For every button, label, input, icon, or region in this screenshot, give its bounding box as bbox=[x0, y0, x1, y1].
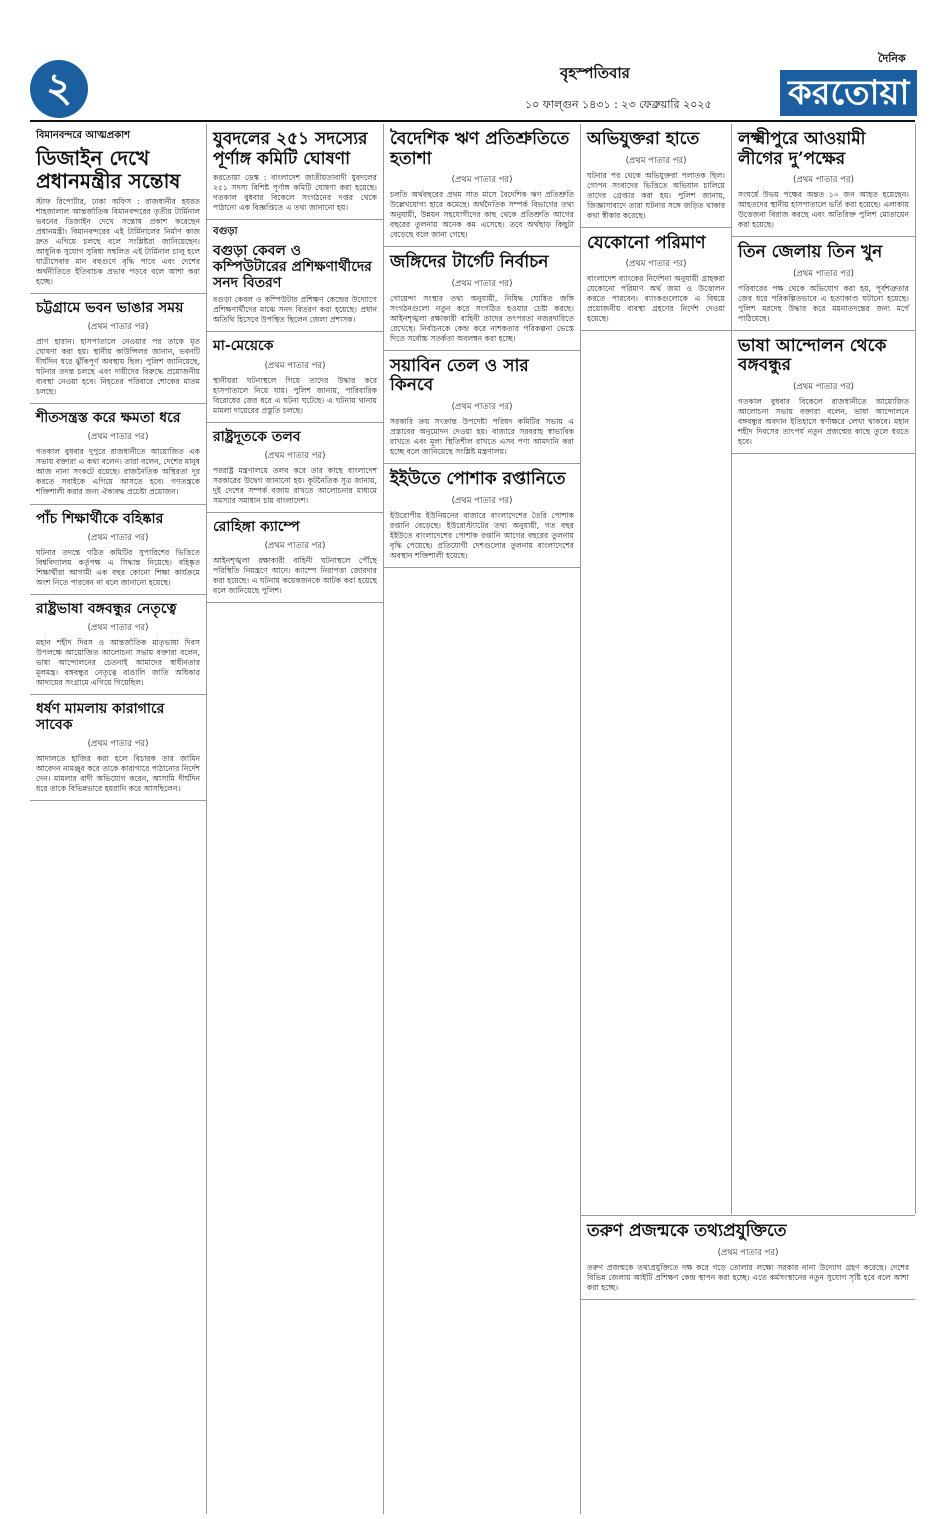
header-rule bbox=[30, 120, 915, 122]
article-headline: শীতসন্ত্রস্ত করে ক্ষমতা ধরে bbox=[36, 410, 181, 427]
article-headline: জঙ্গিদের টার্গেট নির্বাচন bbox=[390, 252, 549, 273]
article-body: ঘটনার তদন্তে গঠিত কমিটির সুপারিশের ভিত্তিতে বিশ্ববিদ্যালয় কর্তৃপক্ষ এ সিদ্ধান্ত নিয়েছে। বহিষ্কৃত শিক্ষার্থীরা আগামী এক বছর কোনো শিক্ষা কার্যক্রমে অংশ নিতে পারবেন না বলে জানানো হয়েছে। bbox=[36, 547, 200, 587]
news-article bbox=[30, 404, 206, 504]
logo-small-text: দৈনিক bbox=[878, 52, 906, 65]
article-headline: রোহিঙ্গা ক্যাম্পে bbox=[213, 518, 300, 535]
article-body: বাংলাদেশ ব্যাংকের নির্দেশনা অনুযায়ী গ্রাহকরা যেকোনো পরিমাণ অর্থ জমা ও উত্তোলন করতে পারবেন। ব্যাংকগুলোকে এ বিষয়ে প্রয়োজনীয় ব্যবস্থা গ্রহণের নির্দেশ দেওয়া হয়েছে। bbox=[587, 274, 725, 324]
article-body: আইনশৃঙ্খলা রক্ষাকারী বাহিনী ঘটনাস্থলে পৌঁছে পরিস্থিতি নিয়ন্ত্রণে আনে। ক্যাম্পে নিরাপত্তা জোরদার করা হয়েছে। এ ঘটনায় কয়েকজনকে আটক করা হয়েছে বলে জানিয়েছে পুলিশ। bbox=[213, 555, 377, 595]
article-headline: ভাষা আন্দোলন থেকে বঙ্গবন্ধুর bbox=[738, 335, 887, 376]
news-article bbox=[581, 1216, 915, 1300]
news-article bbox=[30, 124, 206, 294]
article-headline: তিন জেলায় তিন খুন bbox=[738, 242, 883, 263]
news-article bbox=[581, 228, 731, 332]
article-body: বগুড়া কেবল ও কম্পিউটার প্রশিক্ষণ কেন্দ্রের উদ্যোগে প্রশিক্ষণার্থীদের মাঝে সনদ বিতরণ করা হয়েছে। প্রধান অতিথি হিসেবে উপস্থিত ছিলেন জেলা প্রশাসক। bbox=[213, 295, 377, 325]
page-number-badge: ২ bbox=[30, 60, 88, 118]
article-body: স্টাফ রিপোর্টার, ঢাকা অফিস : রাজধানীর হযরত শাহজালাল আন্তর্জাতিক বিমানবন্দরের তৃতীয় টার্মিনাল ভবনের ডিজাইন দেখে সন্তোষ প্রকাশ করেছেন প্রধানমন্ত্রী। বিমানবন্দরের এই টার্মিনালের নির্মাণ কাজ দ্রুত এগিয়ে চলছে বলে সংশ্লিষ্টরা জানিয়েছেন। আধুনিক সুযোগ সুবিধা সম্বলিত এই টার্মিনাল চালু হলে যাত্রীসেবার মান বহুগুণে বৃদ্ধি পাবে এবং দেশের অর্থনীতিতে ইতিবাচক প্রভাব পড়বে বলে আশা করা হচ্ছে। bbox=[36, 197, 200, 287]
continuation-label: (প্রথম পাতার পর) bbox=[793, 175, 854, 186]
news-article bbox=[30, 505, 206, 595]
article-body: আদালতে হাজির করা হলে বিচারক তার জামিন আবেদন নামঞ্জুর করে তাকে কারাগারে পাঠানোর নির্দেশ দেন। মামলার বাদী অভিযোগ করেন, আসামি দীর্ঘদিন ধরে তাকে বিভিন্নভাবে হয়রানি করে আসছিলেন। bbox=[36, 754, 200, 794]
article-headline: বৈদেশিক ঋণ প্রতিশ্রুতিতে হতাশা bbox=[390, 129, 570, 169]
article-body: প্রাণ হারান। হাসপাতালে নেওয়ার পর তাকে মৃত ঘোষণা করা হয়। স্থানীয় কাউন্সিলর জানান, ভবনটি দীর্ঘদিন ধরে ঝুঁকিপূর্ণ অবস্থায় ছিল। পুলিশ জানিয়েছে, ঘটনার তদন্ত চলছে এবং দায়ীদের বিরুদ্ধে প্রয়োজনীয় ব্যবস্থা নেওয়া হবে। নিহতের পরিবারে শোকের মাতম চলছে। bbox=[36, 337, 200, 397]
article-headline: ধর্ষণ মামলায় কারাগারে সাবেক bbox=[36, 700, 165, 733]
continuation-label: (প্রথম পাতার পর) bbox=[451, 495, 513, 506]
article-body: পররাষ্ট্র মন্ত্রণালয়ে তলব করে তার কাছে বাংলাদেশ সরকারের উদ্বেগ জানানো হয়। কূটনৈতিক সূত্র জানায়, দুই দেশের সম্পর্ক বজায় রাখতে আলোচনার মাধ্যমে সমস্যার সমাধান চায় বাংলাদেশ। bbox=[213, 465, 377, 505]
article-body: মহান শহীদ দিবস ও আন্তর্জাতিক মাতৃভাষা দিবস উপলক্ষে আয়োজিত আলোচনা সভায় বক্তারা বলেন, ভাষা আন্দোলনের চেতনাই আমাদের স্বাধীনতার মূলমন্ত্র। বঙ্গবন্ধুর নেতৃত্বে বাঙালি জাতি অধিকার আদায়ের সংগ্রামে এগিয়ে গিয়েছিল। bbox=[36, 637, 200, 687]
article-headline: যুবদলের ২৫১ সদস্যের পূর্ণাঙ্গ কমিটি ঘোষণা bbox=[213, 129, 368, 169]
news-article bbox=[384, 124, 580, 247]
header-day: বৃহস্পতিবার bbox=[560, 64, 630, 82]
column-4 bbox=[581, 124, 732, 1214]
news-article bbox=[30, 294, 206, 404]
article-body: গোয়েন্দা সংস্থার তথ্য অনুযায়ী, নিষিদ্ধ ঘোষিত জঙ্গি সংগঠনগুলো নতুন করে সংগঠিত হওয়ার চেষ্টা করছে। আইনশৃঙ্খলা রক্ষাকারী বাহিনী তাদের তৎপরতা নজরদারিতে রেখেছে। নির্বাচনকে কেন্দ্র করে নাশকতার পরিকল্পনা ভেস্তে দিতে সর্বোচ্চ সতর্কতা অবলম্বন করা হচ্ছে। bbox=[390, 293, 574, 343]
column-2 bbox=[207, 124, 384, 1514]
continuation-label: (প্রথম পাতার পর) bbox=[87, 622, 149, 633]
article-body: তরুণ প্রজন্মকে তথ্যপ্রযুক্তিতে দক্ষ করে গড়ে তোলার লক্ষ্যে সরকার নানা উদ্যোগ গ্রহণ করেছে। দেশের বিভিন্ন জেলায় আইটি প্রশিক্ষণ কেন্দ্র স্থাপন করা হচ্ছে। এতে কর্মসংস্থানের নতুন সুযোগ সৃষ্টি হবে বলে আশা করা হচ্ছে। bbox=[587, 1262, 909, 1292]
news-article bbox=[384, 247, 580, 351]
continuation-label: (প্রথম পাতার পর) bbox=[87, 322, 149, 333]
article-body: সংঘর্ষে উভয় পক্ষের অন্তত ১০ জন আহত হয়েছেন। আহতদের স্থানীয় হাসপাতালে ভর্তি করা হয়েছে। এলাকায় উত্তেজনা বিরাজ করছে এবং অতিরিক্ত পুলিশ মোতায়েন করা হয়েছে। bbox=[738, 190, 909, 230]
article-headline: চট্টগ্রামে ভবন ভাঙার সময় bbox=[36, 300, 184, 317]
article-headline: ডিজাইন দেখে প্রধানমন্ত্রীর সন্তোষ bbox=[36, 146, 181, 193]
article-body: সরকারি ক্রয় সংক্রান্ত উপদেষ্টা পরিষদ কমিটির সভায় এ প্রস্তাবের অনুমোদন দেওয়া হয়। বাজারে সরবরাহ স্বাভাবিক রাখতে এবং মূল্য স্থিতিশীল রাখতে এসব পণ্য আমদানি করা হচ্ছে বলে জানিয়েছে সংশ্লিষ্ট মন্ত্রণালয়। bbox=[390, 416, 574, 456]
article-headline: লক্ষ্মীপুরে আওয়ামী লীগের দু’পক্ষের bbox=[738, 129, 866, 169]
news-article bbox=[207, 513, 383, 603]
continuation-label: (প্রথম পাতার পর) bbox=[625, 155, 687, 166]
continuation-label: (প্রথম পাতার পর) bbox=[717, 1247, 779, 1258]
article-body: করতোয়া ডেস্ক : বাংলাদেশ জাতীয়তাবাদী যুবদলের ২৫১ সদস্য বিশিষ্ট পূর্ণাঙ্গ কমিটি ঘোষণা করা হয়েছে। গতকাল বুধবার বিকেলে সংগঠনের দপ্তর থেকে পাঠানো এক বিজ্ঞপ্তিতে এ তথ্য জানানো হয়। bbox=[213, 173, 377, 213]
continuation-label: (প্রথম পাতার পর) bbox=[264, 450, 326, 461]
article-headline: তরুণ প্রজন্মকে তথ্যপ্রযুক্তিতে bbox=[587, 1221, 787, 1241]
article-kicker: বগুড়া bbox=[213, 226, 238, 238]
continuation-label: (প্রথম পাতার পর) bbox=[793, 381, 854, 392]
article-kicker: বিমানবন্দরে আত্মপ্রকাশ bbox=[36, 130, 131, 141]
newspaper-logo: করতোয়া bbox=[780, 70, 917, 116]
article-headline: অভিযুক্তরা হাতে bbox=[587, 129, 700, 149]
article-headline: ইইউতে পোশাক রপ্তানিতে bbox=[390, 468, 566, 489]
article-body: পরিবারের পক্ষ থেকে অভিযোগ করা হয়, পূর্বশত্রুতার জের ধরে পরিকল্পিতভাবে এ হত্যাকাণ্ড ঘটানো হয়েছে। পুলিশ মরদেহ উদ্ধার করে ময়নাতদন্তের জন্য মর্গে পাঠিয়েছে। bbox=[738, 283, 909, 323]
news-article bbox=[384, 464, 580, 568]
header-date: ১০ ফাল্গুন ১৪৩১ : ২৩ ফেব্রুয়ারি ২০২৫ bbox=[525, 98, 712, 111]
continuation-label: (প্রথম পাতার পর) bbox=[264, 540, 326, 551]
continuation-label: (প্রথম পাতার পর) bbox=[451, 278, 513, 289]
article-headline: রাষ্ট্রভাষা বঙ্গবন্ধুর নেতৃত্বে bbox=[36, 600, 177, 617]
article-body: স্থানীয়রা ঘটনাস্থলে গিয়ে তাদের উদ্ধার করে হাসপাতালে নিয়ে যায়। পুলিশ জানায়, পারিবারিক বিরোধের জের ধরে এ ঘটনা ঘটেছে। এ ঘটনায় থানায় মামলা দায়েরের প্রস্তুতি চলছে। bbox=[213, 375, 377, 415]
column-bottom-right bbox=[581, 1215, 915, 1516]
news-article bbox=[30, 695, 206, 801]
article-body: গতকাল বুধবার দুপুরে রাজধানীতে আয়োজিত এক সভায় বক্তারা এ কথা বলেন। তারা বলেন, দেশের মানুষ আজ নানা সংকটে রয়েছে। রাজনৈতিক অস্থিরতা দূর করতে সবাইকে এগিয়ে আসতে হবে। গণতন্ত্রকে শক্তিশালী করার জন্য ঐক্যবদ্ধ প্রচেষ্টা প্রয়োজন। bbox=[36, 447, 200, 497]
continuation-label: (প্রথম পাতার পর) bbox=[451, 401, 513, 412]
article-body: চলতি অর্থবছরের প্রথম সাত মাসে বৈদেশিক ঋণ প্রতিশ্রুতি উল্লেখযোগ্য হারে কমেছে। অর্থনৈতিক সম্পর্ক বিভাগের তথ্য অনুযায়ী, উন্নয়ন সহযোগীদের কাছ থেকে প্রতিশ্রুতি আগের বছরের তুলনায় অনেক কম এসেছে। তবে অর্থছাড় কিছুটা বেড়েছে বলে জানা গেছে। bbox=[390, 190, 574, 240]
article-headline: রাষ্ট্রদূতকে তলব bbox=[213, 428, 301, 445]
news-article bbox=[207, 124, 383, 220]
column-3 bbox=[384, 124, 581, 1514]
continuation-label: (প্রথম পাতার পর) bbox=[87, 432, 149, 443]
column-1 bbox=[30, 124, 207, 1514]
continuation-label: (প্রথম পাতার পর) bbox=[87, 532, 149, 543]
article-body: ঘটনার পর থেকে অভিযুক্তরা পলাতক ছিল। গোপন সংবাদের ভিত্তিতে অভিযান চালিয়ে তাদের গ্রেপ্তার করা হয়। পুলিশ জানায়, জিজ্ঞাসাবাদে তারা ঘটনার সঙ্গে জড়িত থাকার কথা স্বীকার করেছে। bbox=[587, 170, 725, 220]
continuation-label: (প্রথম পাতার পর) bbox=[264, 360, 326, 371]
news-article bbox=[207, 332, 383, 422]
continuation-label: (প্রথম পাতার পর) bbox=[793, 268, 854, 279]
news-article bbox=[384, 351, 580, 464]
news-article bbox=[732, 331, 915, 454]
continuation-label: (প্রথম পাতার পর) bbox=[451, 175, 513, 186]
article-headline: যেকোনো পরিমাণ bbox=[587, 232, 706, 253]
news-article bbox=[732, 237, 915, 331]
news-article bbox=[207, 220, 383, 332]
news-article bbox=[207, 423, 383, 513]
article-headline: মা-মেয়েকে bbox=[213, 338, 274, 355]
article-headline: বগুড়া কেবল ও কম্পিউটারের প্রশিক্ষণার্থীদের সনদ বিতরণ bbox=[213, 243, 372, 292]
continuation-label: (প্রথম পাতার পর) bbox=[625, 259, 687, 270]
article-body: ইউরোপীয় ইউনিয়নের বাজারে বাংলাদেশের তৈরি পোশাক রপ্তানি বেড়েছে। ইউরোস্ট্যাটের তথ্য অনুযায়ী, গত বছর ইইউতে বাংলাদেশের পোশাক রপ্তানি আগের বছরের তুলনায় বৃদ্ধি পেয়েছে। প্রতিযোগী দেশগুলোর তুলনায় বাংলাদেশের অবস্থান শক্তিশালী হয়েছে। bbox=[390, 510, 574, 560]
news-article bbox=[732, 124, 915, 237]
news-article bbox=[581, 124, 731, 228]
column-5 bbox=[732, 124, 916, 1214]
article-headline: পাঁচ শিক্ষার্থীকে বহিষ্কার bbox=[36, 510, 164, 527]
article-headline: সয়াবিন তেল ও সার কিনবে bbox=[390, 355, 529, 396]
news-article bbox=[30, 595, 206, 695]
continuation-label: (প্রথম পাতার পর) bbox=[87, 739, 149, 750]
article-body: গতকাল বুধবার বিকেলে রাজধানীতে আয়োজিত আলোচনা সভায় বক্তারা বলেন, ভাষা আন্দোলনে বঙ্গবন্ধুর অবদান ইতিহাসে স্বর্ণাক্ষরে লেখা থাকবে। মহান শহীদ দিবসের তাৎপর্য নতুন প্রজন্মের কাছে তুলে ধরতে হবে। bbox=[738, 396, 909, 446]
